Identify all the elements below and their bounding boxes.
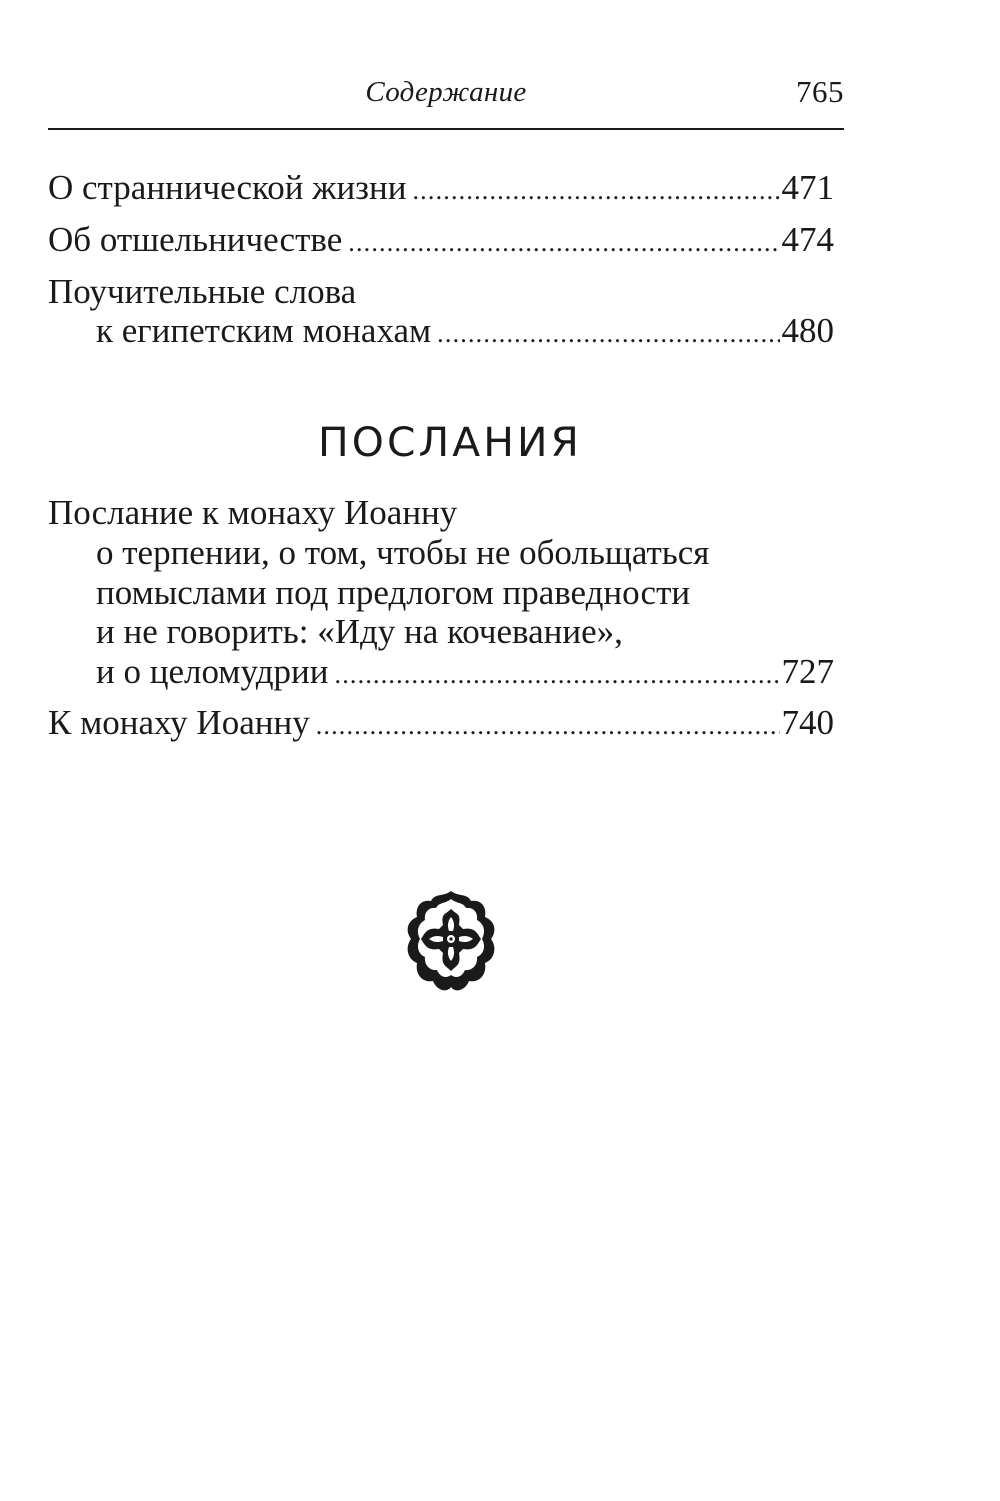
page-number: 765 bbox=[796, 74, 844, 109]
toc-entry bbox=[48, 222, 834, 257]
toc-entry-title-continued: к египетским монахам bbox=[96, 311, 432, 350]
ornamental-cross-icon bbox=[401, 887, 501, 997]
toc-entry bbox=[48, 170, 834, 205]
toc-entry-title: К монаху Иоанну bbox=[48, 703, 310, 742]
dot-leader bbox=[316, 713, 780, 739]
toc-entry-page: 471 bbox=[781, 168, 834, 207]
toc-entry-title-continued: и не говорить: «Иду на кочевание», bbox=[96, 612, 623, 651]
toc-entry-title: Поучительные слова bbox=[48, 272, 357, 311]
toc-entry-title-continued: помыслами под предлогом праведности bbox=[96, 573, 691, 612]
toc-entry-title: Об отшельничестве bbox=[48, 220, 343, 259]
dot-leader bbox=[335, 662, 780, 688]
toc-entry bbox=[96, 313, 834, 348]
toc-entry-page: 480 bbox=[781, 311, 834, 350]
toc-entry bbox=[48, 705, 834, 740]
dot-leader bbox=[348, 230, 779, 256]
toc-entry-title-continued: и о целомудрии bbox=[96, 652, 329, 691]
toc-entry-title: Послание к монаху Иоанну bbox=[48, 493, 458, 532]
dot-leader bbox=[437, 321, 779, 347]
running-head bbox=[48, 68, 844, 130]
toc-entry-title: О страннической жизни bbox=[48, 168, 407, 207]
toc-entry-page: 727 bbox=[781, 652, 834, 691]
toc-entry-page: 474 bbox=[781, 220, 834, 259]
toc-entry-page: 740 bbox=[781, 703, 834, 742]
toc-entry-title-continued: о терпении, о том, чтобы не обольщаться bbox=[96, 533, 710, 572]
dot-leader bbox=[412, 178, 779, 204]
running-title: Содержание bbox=[365, 76, 527, 108]
section-heading: ПОСЛАНИЯ bbox=[318, 420, 582, 466]
toc-entry bbox=[96, 654, 834, 689]
